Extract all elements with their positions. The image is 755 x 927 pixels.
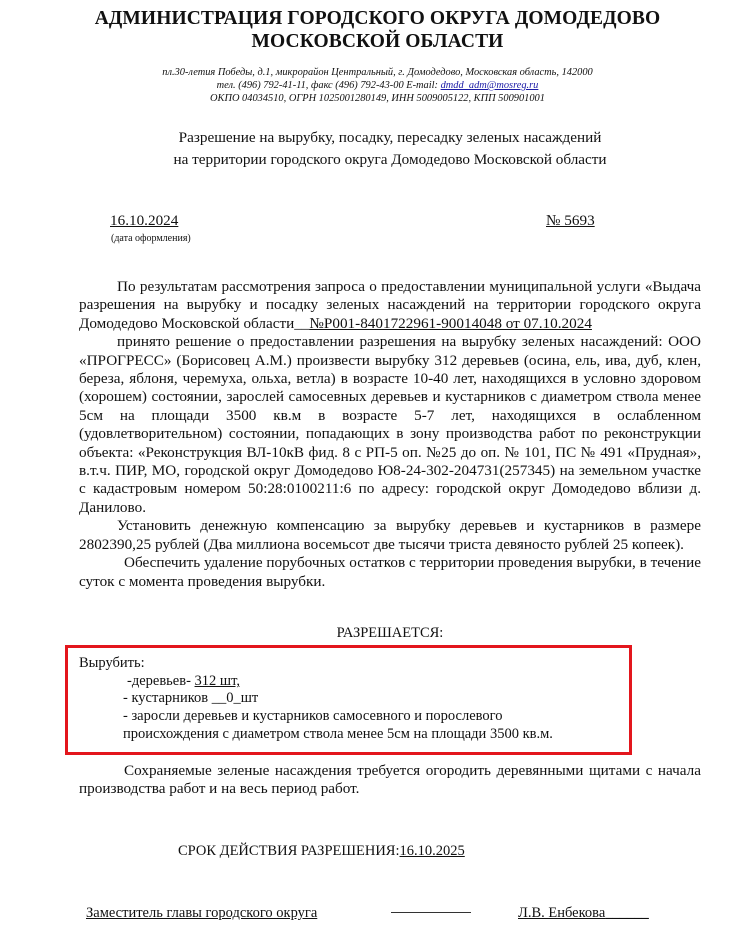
email-link[interactable]: dmdd_adm@mosreg.ru [440, 80, 539, 91]
validity-label: СРОК ДЕЙСТВИЯ РАЗРЕШЕНИЯ: [178, 843, 400, 859]
fence-note-text: Сохраняемые зеленые насаждения требуется огородить деревянными щитами с начала производства работ и на весь период работ. [79, 762, 701, 798]
signatory-position: Заместитель главы городского округа [86, 905, 318, 921]
thickets-line1: - заросли деревьев и кустарников самосевного и порослевого [123, 708, 503, 724]
signatory-name-text: Л.В. Енбекова [518, 905, 606, 921]
thickets-line2: происхождения с диаметром ствола менее 5см на площади 3500 кв.м. [123, 726, 553, 742]
fence-note [79, 762, 701, 799]
subject-line2: на территории городского округа Домодедово Московской области [173, 151, 607, 168]
trees-line [127, 673, 240, 690]
org-title-line1: АДМИНИСТРАЦИЯ ГОРОДСКОГО ОКРУГА ДОМОДЕДОВО [94, 8, 661, 29]
request-number: №P001-8401722961-90014048 от 07.10.2024 [309, 314, 592, 332]
shrubs-value: __0_шт [211, 690, 259, 706]
trees-label: -деревьев- [127, 673, 195, 689]
subject-line1: Разрешение на вырубку, посадку, пересадку зеленых насаждений [178, 129, 602, 146]
org-address: пл.30-летия Победы, д.1, микрорайон Центральный, г. Домодедово, Московская область, 142000 [162, 67, 593, 78]
signatory-name-tail: ______ [605, 905, 649, 921]
issue-date-caption: (дата оформления) [111, 233, 191, 244]
validity-date: 16.10.2025 [399, 843, 465, 859]
permit-heading: РАЗРЕШАЕТСЯ: [336, 625, 444, 641]
paragraph-cleanup: Обеспечить удаление порубочных остатков с территории проведения вырубки, в течение суток с момента проведения вырубки. [79, 554, 701, 590]
paragraph-compensation: Установить денежную компенсацию за вырубку деревьев и кустарников в размере 2802390,25 рублей (Два миллиона восемьсот две тысячи триста девяносто рублей 25 копеек). [79, 517, 701, 553]
signatory-name [518, 905, 649, 922]
validity-line [178, 843, 465, 860]
shrubs-line [123, 690, 258, 707]
org-contacts [0, 79, 755, 92]
org-title-line2: МОСКОВСКОЙ ОБЛАСТИ [251, 31, 504, 52]
document-number: № 5693 [546, 212, 595, 229]
org-phone: тел. (496) 792-41-11, факс (496) 792-43-00 E-mail: [216, 80, 441, 91]
request-text: По результатам рассмотрения запроса о предоставлении муниципальной услуги «Выдача разрешения на вырубку и посадку зеленых насаждений на территории городского округа Домодедово Московской области [79, 278, 701, 332]
shrubs-label: - кустарников [123, 690, 212, 706]
main-body [79, 278, 701, 591]
paragraph-request: По результатам рассмотрения запроса о предоставлении муниципальной услуги «Выдача разрешения на вырубку и посадку зеленых насаждений на территории городского округа Домодедово Московской области__№P001-8401722961-90014048 от 07.10.2024 [79, 278, 701, 332]
org-codes: ОКПО 04034510, ОГРН 1025001280149, ИНН 5009005122, КПП 500901001 [210, 93, 545, 104]
issue-date: 16.10.2024 [110, 212, 179, 229]
cut-label: Вырубить: [79, 655, 145, 671]
paragraph-decision: принято решение о предоставлении разрешения на вырубку зеленых насаждений: ООО «ПРОГРЕСС» (Борисовец А.М.) произвести вырубку 312 деревьев (осина, ель, ива, дуб, клен, береза, яблоня, черемуха, ольха, ветла) в возрасте 10-40 лет, находящихся в условно здоровом (хорошем) состоянии, зарослей самосевных деревьев и кустарников с диаметром ствола менее 5см на площади 3500 кв.м в возрасте 5-7 лет, находящихся в ослабленном (удовлетворительном) состоянии, попадающих в зону производства работ по реконструкции объекта: «Реконструкция ВЛ-10кВ фид. 8 с РП-5 оп. №25 до оп. № 101, ПС № 491 «Прудная», в.т.ч. ПИР, МО, городской округ Домодедово Ю8-24-302-204731(257345) на земельном участке с кадастровым номером 50:28:0100211:6 по адресу: городской округ Домодедово вблизи д. Данилово. [79, 333, 701, 516]
signature-blank-line [391, 912, 471, 913]
trees-value: 312 шт, [194, 673, 240, 689]
